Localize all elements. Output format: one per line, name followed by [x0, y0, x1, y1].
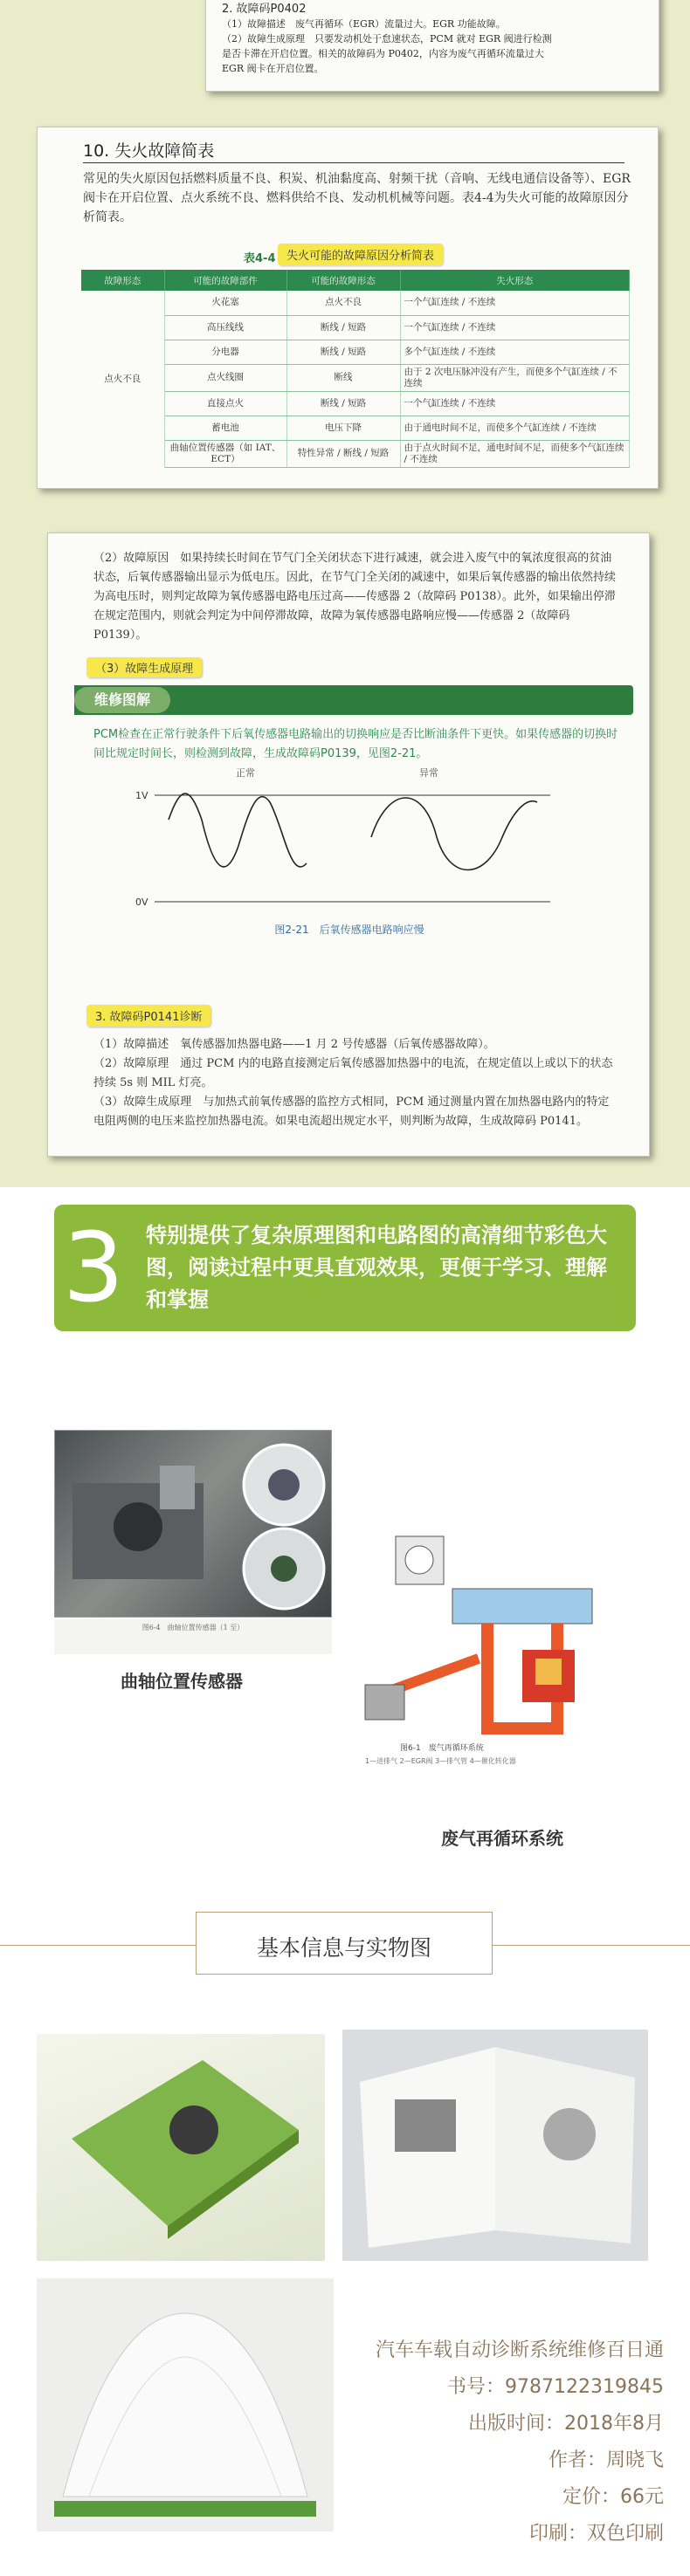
banner-text: 特别提供了复杂原理图和电路图的高清细节彩色大图，阅读过程中更具直观效果，更便于学习、理解和掌握 — [146, 1223, 607, 1312]
book-page-misfire — [37, 127, 659, 489]
egr-label: 废气再循环系统 — [441, 1828, 563, 1849]
book-cover-photo — [37, 2034, 325, 2261]
p0402-heading: 2. 故障码P0402 — [222, 3, 307, 16]
p0402-line: （1）故障描述 废气再循环（EGR）流量过大。EGR 功能故障。 — [222, 18, 506, 30]
table-header: 可能的故障形态 — [286, 270, 400, 291]
p0402-line: 是否卡滞在开启位置。相关的故障码为 P0402，内容为废气再循环流量过大 — [222, 48, 544, 59]
sensor-waveform — [135, 767, 563, 917]
book-specs — [367, 2332, 664, 2552]
table-row — [81, 416, 630, 440]
book-isbn: 书号：9787122319845 — [447, 2376, 664, 2398]
table-cell: 一个气缸连续 / 不连续 — [400, 315, 630, 340]
book-page-p0402 — [205, 0, 659, 92]
p0402-line: EGR 阀卡在开启位置。 — [222, 63, 324, 74]
table-cell: 多个气缸连续 / 不连续 — [400, 340, 630, 364]
banner-number: 3 — [63, 1212, 124, 1323]
table-cell: 曲轴位置传感器（如 IAT、ECT） — [164, 440, 286, 467]
feature-banner — [54, 1205, 636, 1331]
table-cell: 蓄电池 — [164, 416, 286, 440]
wave-abnormal-label: 异常 — [419, 767, 438, 779]
misfire-paragraph: 常见的失火原因包括燃料质量不良、积炭、机油黏度高、射频干扰（音响、无线电通信设备等）、EGR阀卡在开启位置、点火系统不良、燃料供给不良、发动机机械等问题。表4-4为失火可能的故障原因分析简表。 — [83, 172, 631, 224]
table-row — [81, 391, 630, 416]
wave-abnormal — [371, 798, 537, 870]
crankshaft-photo — [54, 1430, 332, 1618]
egr-sub: 1—进排气 2—EGR阀 3—排气管 4—催化转化器 — [365, 1757, 516, 1765]
table-cell: 由于 2 次电压脉冲没有产生，而使多个气缸连续 / 不连续 — [400, 364, 630, 391]
book-price: 定价：66元 — [562, 2486, 664, 2508]
section-title: 10. 失火故障简表 — [83, 141, 215, 161]
repair-label: 维修图解 — [74, 687, 170, 713]
wave-0v-label: 0V — [135, 896, 148, 908]
table-row — [81, 291, 630, 315]
book-page-o2-sensor — [47, 532, 650, 1157]
table-cell: 一个气缸连续 / 不连续 — [400, 291, 630, 315]
table-cell: 火花塞 — [164, 291, 286, 315]
info-title: 基本信息与实物图 — [256, 1935, 431, 1961]
table-header: 可能的故障部件 — [164, 270, 286, 291]
table-cell: 断线 / 短路 — [286, 315, 400, 340]
table-cell: 断线 / 短路 — [286, 340, 400, 364]
pcm-paragraph: PCM检查在正常行驶条件下后氧传感器电路输出的切换响应是否比断油条件下更快。如果传感器的切换时间比规定时间长，则检测到故障，生成故障码P0139，见图2-21。 — [93, 728, 618, 760]
egr-caption: 图6-1 废气再循环系统 — [400, 1744, 484, 1753]
table-header: 故障形态 — [81, 270, 164, 291]
egr-diagram — [348, 1528, 636, 1772]
p0141-line: （2）故障原理 通过 PCM 内的电路直接测定后氧传感器加热器中的电流，在规定值以上或以下的状态持续 5s 则 MIL 灯亮。 — [93, 1057, 613, 1089]
table-cell: 点火线圈 — [164, 364, 286, 391]
misfire-table — [81, 270, 630, 468]
table-cell: 分电器 — [164, 340, 286, 364]
book-author: 作者：周晓飞 — [548, 2449, 664, 2471]
info-divider-left — [0, 1945, 196, 1946]
wave-1v-label: 1V — [135, 790, 148, 801]
table-row — [81, 315, 630, 340]
table-cell: 断线 — [286, 364, 400, 391]
table-cell: 电压下降 — [286, 416, 400, 440]
p0402-line: （2）故障生成原理 只要发动机处于怠速状态，PCM 就对 EGR 阀进行检测 — [222, 33, 552, 45]
book-title: 汽车车载自动诊断系统维修百日通 — [375, 2339, 664, 2361]
table-cell: 由于点火时间不足，通电时间不足，而使多个气缸连续 / 不连续 — [400, 440, 630, 467]
table-header: 失火形态 — [400, 270, 630, 291]
book-date: 出版时间：2018年8月 — [468, 2413, 664, 2435]
divider — [83, 162, 624, 163]
table-cell: 高压线线 — [164, 315, 286, 340]
table-row — [81, 440, 630, 467]
crankshaft-label: 曲轴位置传感器 — [121, 1671, 243, 1692]
wave-normal-label: 正常 — [236, 767, 255, 779]
table-row — [81, 364, 630, 391]
table-row — [81, 340, 630, 364]
table-cell: 一个气缸连续 / 不连续 — [400, 391, 630, 416]
group-cell: 点火不良 — [81, 291, 164, 467]
cause-paragraph: （2）故障原因 如果持续长时间在节气门全关闭状态下进行减速，就会进入废气中的氧浓度很高的贫油状态，后氧传感器输出显示为低电压。因此，在节气门全关闭的减速中，如果后氧传感器的输出依然持续为高电压时，则判定故障为氧传感器电路电压过高——传感器 2（故障码 P0138）。此外，如果输出停滞在规定范围内，则就会判定为中间停滞故障，故障为氧传感器电路响应慢——传感器 2（故障码 P0139）。 — [93, 552, 617, 642]
open-book-photo — [342, 2030, 648, 2261]
table-cell: 直接点火 — [164, 391, 286, 416]
p0141-line: （1）故障描述 氧传感器加热器电路——1 月 2 号传感器（后氧传感器故障）。 — [93, 1038, 495, 1051]
table-cell: 由于通电时间不足，而使多个气缸连续 / 不连续 — [400, 416, 630, 440]
fanned-book-photo — [37, 2278, 334, 2531]
table-cell: 特性异常 / 断线 / 短路 — [286, 440, 400, 467]
p0141-line: （3）故障生成原理 与加热式前氧传感器的监控方式相同，PCM 通过测量内置在加热器电路内的特定电阻两侧的电压来监控加热器电流。如果电流超出规定水平，则判断为故障，生成故障码 P0141。 — [93, 1096, 610, 1128]
book-print: 印刷：双色印刷 — [528, 2523, 664, 2545]
p0141-tag: 3. 故障码P0141诊断 — [86, 1005, 210, 1027]
table-cell: 点火不良 — [286, 291, 400, 315]
table-caption: 表4-4 — [244, 252, 276, 265]
principle-tag: （3）故障生成原理 — [86, 657, 202, 677]
table-tag: 失火可能的故障原因分析简表 — [278, 244, 443, 265]
figure-caption: 图2-21 后氧传感器电路响应慢 — [274, 924, 424, 936]
crankshaft-caption: 图6-4 曲轴位置传感器（1 至） — [54, 1619, 332, 1654]
info-divider-right — [493, 1945, 690, 1946]
wave-normal — [169, 793, 307, 867]
table-cell: 断线 / 短路 — [286, 391, 400, 416]
